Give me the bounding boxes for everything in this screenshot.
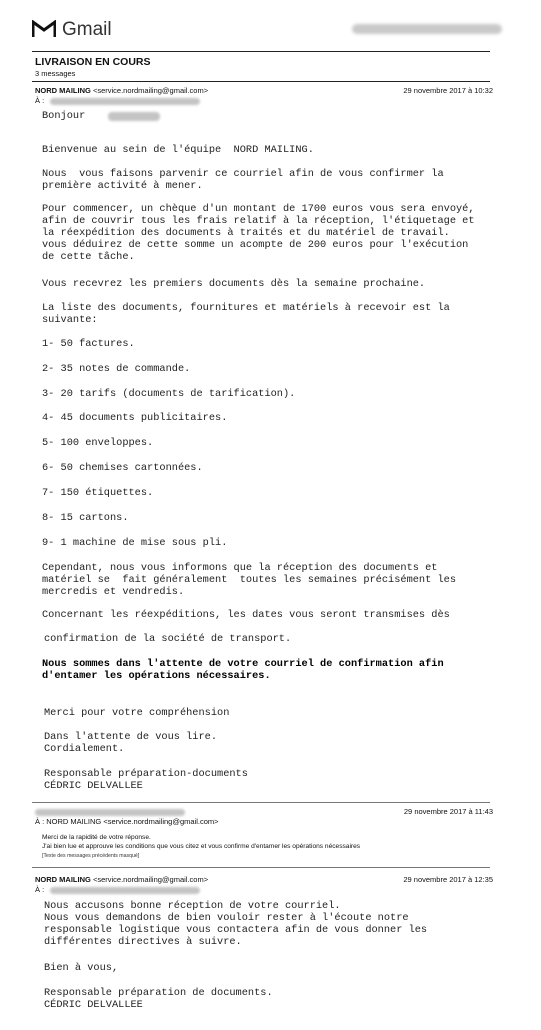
body-line: Merci pour votre compréhension xyxy=(44,707,230,719)
message-1-recipient xyxy=(35,96,200,105)
body-line: Nous vous demandons de bien vouloir rester à l'écoute notre xyxy=(44,912,409,924)
list-item: 2- 35 notes de commande. xyxy=(42,363,191,375)
body-line: vous déduirez de cette somme un acompte de 200 euros pour l'exécution xyxy=(42,239,469,251)
list-item: 5- 100 enveloppes. xyxy=(42,437,154,449)
message-2-sender[interactable] xyxy=(35,807,185,816)
message-3-header[interactable] xyxy=(35,875,493,895)
account-email-redacted xyxy=(352,24,502,34)
message-2-date: 29 novembre 2017 à 11:43 xyxy=(403,807,493,816)
message-3-sender[interactable] xyxy=(35,875,208,884)
message-1-date: 29 novembre 2017 à 10:32 xyxy=(403,86,493,95)
body-line: confirmation de la société de transport. xyxy=(44,633,292,645)
list-item: 3- 20 tarifs (documents de tarification). xyxy=(42,388,296,400)
list-item: 4- 45 documents publicitaires. xyxy=(42,412,228,424)
body-line: Nous vous faisons parvenir ce courriel afin de vous confirmer la xyxy=(42,168,444,180)
body-line: Bien à vous, xyxy=(44,962,119,974)
body-line: La liste des documents, fournitures et matériels à recevoir est la xyxy=(42,302,450,314)
thread-subject: LIVRAISON EN COURS xyxy=(35,56,151,68)
message-3-recipient xyxy=(35,885,200,894)
list-item: 9- 1 machine de mise sous pli. xyxy=(42,537,228,549)
body-line: matériel se fait généralement toutes les semaines précisément les xyxy=(42,574,457,586)
gmail-m-icon xyxy=(32,20,56,38)
body-line: Cordialement. xyxy=(44,743,125,755)
body-line: afin de couvrir tous les frais relatif à la réception, l'étiquetage et xyxy=(42,215,475,227)
list-item: 7- 150 étiquettes. xyxy=(42,487,154,499)
signature-title: Responsable préparation de documents. xyxy=(44,987,273,999)
message-divider xyxy=(32,867,490,868)
message-divider xyxy=(32,802,490,803)
reply-line: J'ai bien lue et approuve les conditions que vous citez et vous confirme d'entamer les opérations nécessaires xyxy=(42,843,361,850)
sender-redacted xyxy=(35,809,185,816)
body-line: mercredis et vendredis. xyxy=(42,586,185,598)
body-line: la réexpédition des documents à traités et du matériel de travail. xyxy=(42,227,450,239)
recipient-name-redacted xyxy=(108,112,160,121)
header-divider xyxy=(32,51,490,52)
gmail-header xyxy=(32,14,502,46)
sender-email: <service.nordmailing@gmail.com> xyxy=(92,86,209,95)
message-1-header[interactable] xyxy=(35,86,493,106)
list-item: 1- 50 factures. xyxy=(42,338,135,350)
body-line: Bienvenue au sein de l'équipe NORD MAILING. xyxy=(42,144,314,156)
recipient-redacted xyxy=(50,98,200,105)
body-line: Bonjour xyxy=(42,110,86,122)
list-item: 8- 15 cartons. xyxy=(42,512,129,524)
body-line: Vous recevrez les premiers documents dès la semaine prochaine. xyxy=(42,278,426,290)
sender-name: NORD MAILING xyxy=(35,86,91,95)
reply-line: Merci de la rapidité de votre réponse. xyxy=(42,834,151,841)
message-2-recipient: À : NORD MAILING <service.nordmailing@gmail.com> xyxy=(35,817,219,826)
message-1-sender[interactable] xyxy=(35,86,208,95)
signature-name: CÉDRIC DELVALLEE xyxy=(44,999,143,1011)
bold-line: Nous sommes dans l'attente de votre courriel de confirmation afin xyxy=(42,658,444,670)
bold-line: d'entamer les opérations nécessaires. xyxy=(42,670,271,682)
body-line: Nous accusons bonne réception de votre courriel. xyxy=(44,900,341,912)
body-line: de cette tâche. xyxy=(42,251,135,263)
message-3-date: 29 novembre 2017 à 12:35 xyxy=(403,875,493,884)
body-line: première activité à mener. xyxy=(42,180,203,192)
signature-name: CÉDRIC DELVALLEE xyxy=(44,780,143,792)
body-line: responsable logistique vous contactera afin de vous donner les xyxy=(44,924,428,936)
message-count: 3 messages xyxy=(35,69,76,78)
recipient-label: À : xyxy=(35,96,45,105)
subject-divider xyxy=(32,81,490,82)
body-line: Pour commencer, un chèque d'un montant de 1700 euros vous sera envoyé, xyxy=(42,203,475,215)
gmail-logo[interactable] xyxy=(32,16,162,44)
gmail-logo-text: Gmail xyxy=(62,19,112,40)
body-line: différentes directives à suivre. xyxy=(44,936,242,948)
body-line: suivante: xyxy=(42,314,98,326)
body-line: Cependant, nous vous informons que la réception des documents et xyxy=(42,562,438,574)
quoted-text-toggle[interactable]: [Texte des messages précédents masqué] xyxy=(42,853,140,859)
sender-name: NORD MAILING xyxy=(35,875,91,884)
signature-title: Responsable préparation-documents xyxy=(44,768,248,780)
sender-email: <service.nordmailing@gmail.com> xyxy=(92,875,209,884)
recipient-redacted xyxy=(50,887,200,894)
recipient-label: À : xyxy=(35,885,45,894)
list-item: 6- 50 chemises cartonnées. xyxy=(42,462,203,474)
body-line: Concernant les réexpéditions, les dates vous seront transmises dès xyxy=(42,609,450,621)
body-line: Dans l'attente de vous lire. xyxy=(44,731,218,743)
message-2-header[interactable] xyxy=(35,807,493,827)
